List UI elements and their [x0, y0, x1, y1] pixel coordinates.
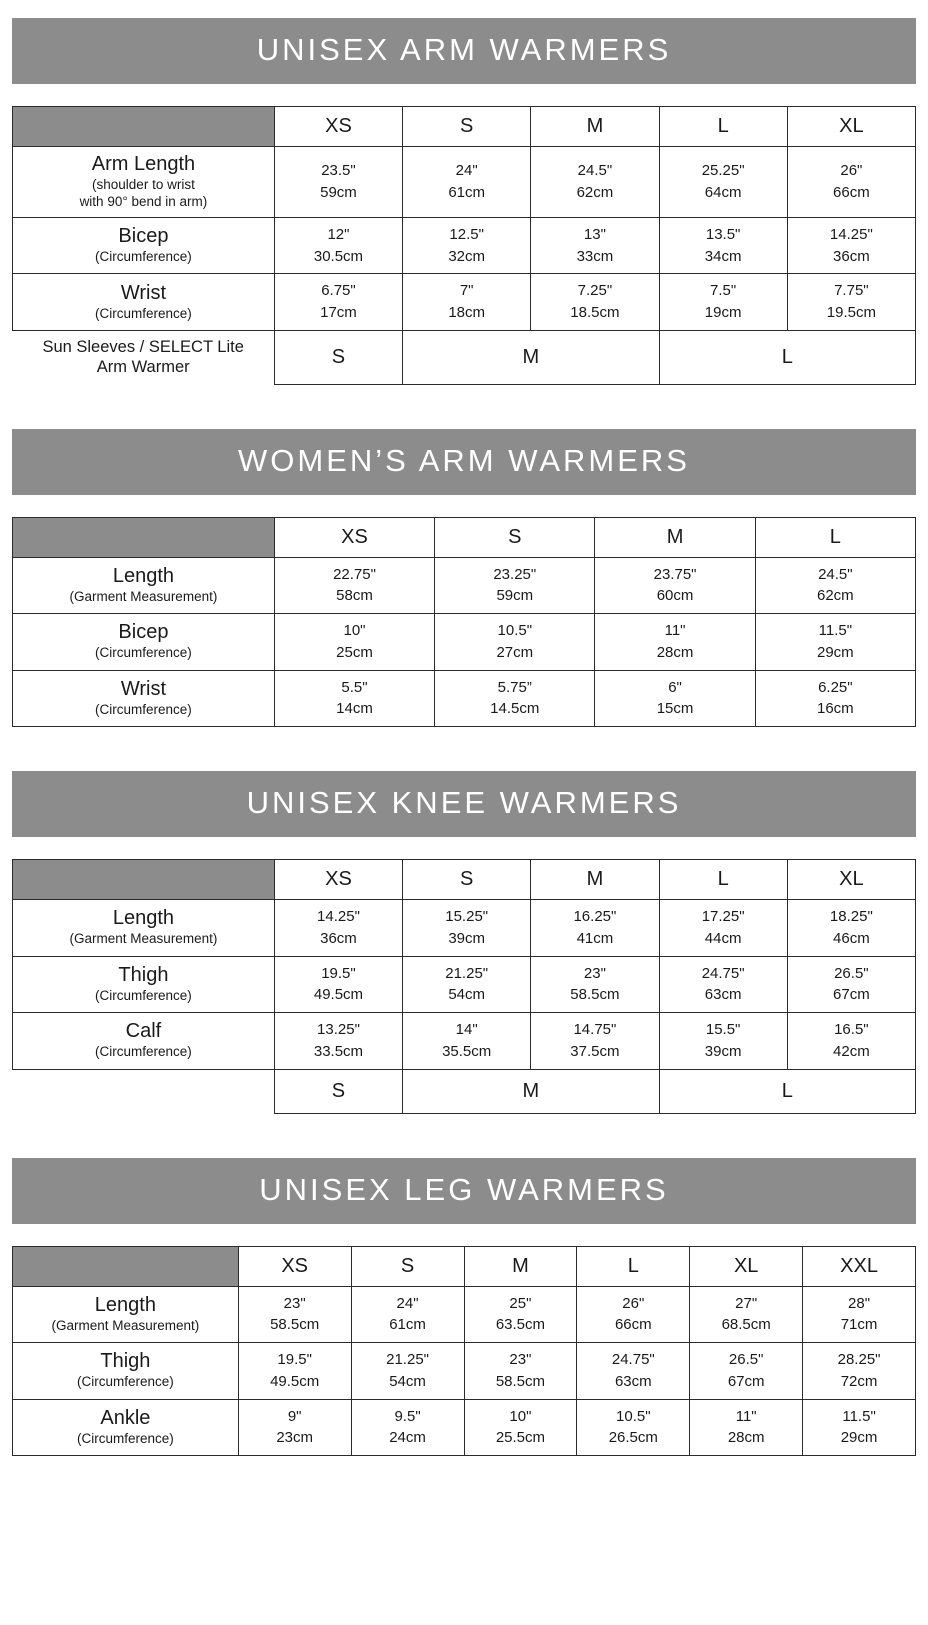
measurement-cell	[435, 614, 595, 671]
measurement-cell	[274, 147, 402, 218]
measurement-inches: 26"	[622, 1294, 645, 1312]
measurement-cm: 67cm	[833, 986, 870, 1004]
measurement-cm: 59cm	[496, 587, 534, 605]
measurement-cm: 58.5cm	[495, 1372, 546, 1390]
measurement-cell	[755, 614, 915, 671]
measurement-cell	[787, 147, 915, 218]
table-header-row	[13, 860, 916, 900]
measurement-cm: 42cm	[833, 1042, 870, 1060]
measurement-cell	[787, 1013, 915, 1070]
measurement-inches: 16.25"	[573, 908, 617, 925]
column-header: XXL	[803, 1246, 916, 1286]
measurement-cell	[274, 614, 434, 671]
table-wrap-unisex-arm-warmers	[12, 106, 916, 385]
column-header: XS	[274, 860, 402, 900]
measurement-cell	[403, 217, 531, 274]
measurement-cm: 63cm	[614, 1372, 652, 1390]
measurement-cm: 19cm	[704, 304, 742, 321]
table-corner-cell	[13, 860, 275, 900]
column-header: XL	[690, 1246, 803, 1286]
row-label-sub: (Circumference)	[76, 1430, 174, 1446]
measurement-inches: 10"	[343, 622, 366, 639]
measurement-cell	[274, 217, 402, 274]
measurement-cm: 66cm	[833, 183, 870, 201]
alt-size-row	[13, 330, 916, 384]
measurement-inches: 11.5"	[818, 622, 853, 639]
table-header-row	[13, 107, 916, 147]
row-label-cell	[13, 900, 275, 957]
measurement-inches: 13.25"	[317, 1021, 360, 1038]
measurement-cell	[577, 1343, 690, 1400]
measurement-inches: 9.5"	[394, 1407, 421, 1425]
measurement-inches: 24.5"	[818, 565, 853, 583]
measurement-cell	[435, 670, 595, 727]
measurement-cell	[403, 147, 531, 218]
row-label-main: Bicep	[118, 225, 169, 248]
measurement-cm: 25cm	[336, 643, 373, 661]
measurement-inches: 7"	[459, 282, 474, 300]
measurement-inches: 10.5"	[616, 1407, 651, 1425]
measurement-cm: 15cm	[656, 700, 694, 718]
measurement-inches: 11"	[664, 622, 686, 639]
section-gap	[0, 727, 928, 771]
measurement-cm: 39cm	[448, 929, 486, 947]
table-row	[13, 614, 916, 671]
measurement-cm: 62cm	[817, 587, 854, 605]
table-row	[13, 900, 916, 957]
section-gap	[0, 1456, 928, 1500]
measurement-inches: 24.75"	[611, 1351, 655, 1368]
row-label-cell	[13, 274, 275, 331]
measurement-cm: 19.5cm	[826, 304, 876, 321]
row-label-main: Thigh	[100, 1350, 151, 1373]
row-label-main: Wrist	[120, 281, 167, 304]
measurement-cm: 18.5cm	[570, 304, 620, 321]
alt-size-row-label: Sun Sleeves / SELECT Lite Arm Warmer	[42, 337, 244, 377]
table-row	[13, 1399, 916, 1456]
alt-size-cell: M	[403, 330, 659, 384]
size-table-unisex-knee-warmers	[12, 859, 916, 1114]
measurement-cell	[351, 1343, 464, 1400]
measurement-cell	[274, 900, 402, 957]
row-label-sub: (Circumference)	[95, 1044, 192, 1060]
measurement-inches: 15.5"	[705, 1021, 741, 1038]
measurement-cell	[464, 1399, 577, 1456]
measurement-cell	[464, 1286, 577, 1343]
table-corner-cell	[13, 1246, 239, 1286]
size-table-unisex-arm-warmers	[12, 106, 916, 385]
measurement-cell	[531, 274, 659, 331]
measurement-inches: 5.5"	[341, 678, 368, 696]
alt-size-cell: S	[274, 330, 402, 384]
measurement-cell	[531, 1013, 659, 1070]
table-corner-cell	[13, 517, 275, 557]
measurement-cm: 33cm	[576, 247, 614, 265]
measurement-inches: 24"	[396, 1294, 419, 1312]
measurement-cell	[464, 1343, 577, 1400]
column-header: XS	[274, 107, 402, 147]
measurement-inches: 13.5"	[705, 225, 741, 243]
alt-size-cell: L	[659, 1069, 915, 1113]
measurement-cm: 59cm	[320, 183, 357, 201]
row-label-sub: (Garment Measurement)	[69, 931, 218, 947]
measurement-inches: 25.25"	[701, 162, 745, 180]
measurement-cell	[238, 1286, 351, 1343]
measurement-inches: 10.5"	[497, 622, 533, 639]
measurement-cm: 28cm	[656, 643, 694, 661]
row-label-cell	[13, 1013, 275, 1070]
measurement-cm: 44cm	[704, 929, 742, 947]
section-unisex-arm-warmers	[0, 18, 928, 429]
measurement-inches: 24"	[455, 162, 478, 180]
column-header: XL	[787, 860, 915, 900]
column-header: M	[531, 107, 659, 147]
column-header: S	[435, 517, 595, 557]
measurement-cm: 36cm	[833, 247, 870, 265]
measurement-cell	[531, 956, 659, 1013]
row-label-sub: (shoulder to wrist with 90° bend in arm)	[79, 177, 208, 209]
alt-size-cell: M	[403, 1069, 659, 1113]
measurement-inches: 14.25"	[829, 225, 873, 243]
sections-container	[0, 18, 928, 1500]
size-table-unisex-leg-warmers	[12, 1246, 916, 1457]
measurement-cm: 29cm	[817, 643, 854, 661]
column-header: M	[464, 1246, 577, 1286]
measurement-cm: 58.5cm	[570, 986, 620, 1004]
measurement-inches: 23.25"	[493, 565, 537, 583]
table-row	[13, 1013, 916, 1070]
measurement-cm: 68.5cm	[721, 1316, 771, 1334]
measurement-inches: 19.5"	[277, 1351, 312, 1368]
measurement-cell	[787, 274, 915, 331]
column-header: S	[403, 860, 531, 900]
measurement-cell	[787, 956, 915, 1013]
alt-size-row	[13, 1069, 916, 1113]
measurement-inches: 6"	[668, 678, 682, 696]
measurement-inches: 10"	[509, 1407, 532, 1425]
column-header: M	[531, 860, 659, 900]
measurement-cm: 54cm	[448, 986, 486, 1004]
measurement-cell	[659, 147, 787, 218]
section-title-unisex-leg-warmers: UNISEX LEG WARMERS	[12, 1158, 916, 1224]
row-label-main: Bicep	[118, 621, 169, 644]
table-header-row	[13, 517, 916, 557]
measurement-cm: 46cm	[833, 929, 870, 947]
measurement-cell	[690, 1286, 803, 1343]
row-label-sub: (Circumference)	[76, 1374, 174, 1390]
measurement-cell	[531, 217, 659, 274]
row-label-sub: (Circumference)	[95, 701, 192, 717]
measurement-inches: 17.25"	[701, 908, 745, 925]
measurement-cm: 29cm	[840, 1429, 878, 1447]
measurement-cm: 33.5cm	[313, 1042, 364, 1060]
measurement-inches: 23"	[583, 964, 606, 982]
row-label-sub: (Garment Measurement)	[51, 1317, 200, 1333]
measurement-inches: 21.25"	[386, 1351, 429, 1368]
row-label-cell	[13, 956, 275, 1013]
measurement-inches: 23"	[283, 1294, 306, 1312]
table-row	[13, 274, 916, 331]
measurement-cell	[755, 557, 915, 614]
measurement-inches: 11"	[735, 1407, 757, 1425]
measurement-cm: 58.5cm	[270, 1316, 320, 1334]
table-wrap-unisex-leg-warmers	[12, 1246, 916, 1457]
table-corner-cell	[13, 107, 275, 147]
row-label-sub: (Circumference)	[95, 249, 192, 265]
measurement-cell	[595, 614, 755, 671]
measurement-cm: 62cm	[576, 183, 614, 201]
measurement-inches: 26.5"	[834, 964, 869, 982]
measurement-cm: 63cm	[704, 986, 742, 1004]
section-title-unisex-arm-warmers: UNISEX ARM WARMERS	[12, 18, 916, 84]
measurement-inches: 9"	[287, 1407, 302, 1425]
section-title-unisex-knee-warmers: UNISEX KNEE WARMERS	[12, 771, 916, 837]
row-label-cell	[13, 1399, 239, 1456]
measurement-cm: 66cm	[614, 1316, 652, 1334]
measurement-cell	[351, 1399, 464, 1456]
measurement-cm: 18cm	[448, 304, 486, 321]
measurement-cell	[238, 1399, 351, 1456]
measurement-cm: 35.5cm	[442, 1042, 492, 1060]
alt-size-cell: S	[274, 1069, 402, 1113]
row-label-cell	[13, 557, 275, 614]
section-unisex-knee-warmers	[0, 771, 928, 1158]
measurement-cm: 34cm	[704, 247, 742, 265]
measurement-cm: 23cm	[276, 1429, 314, 1447]
measurement-cm: 72cm	[840, 1372, 878, 1390]
measurement-inches: 25"	[509, 1294, 532, 1312]
measurement-inches: 12.5"	[449, 225, 484, 243]
measurement-cell	[803, 1399, 916, 1456]
measurement-cm: 41cm	[576, 929, 614, 947]
row-label-main: Length	[112, 564, 175, 587]
measurement-cm: 61cm	[389, 1316, 426, 1334]
measurement-inches: 22.75"	[333, 565, 376, 583]
measurement-inches: 27"	[735, 1294, 758, 1312]
table-row	[13, 147, 916, 218]
measurement-inches: 14.25"	[317, 908, 360, 925]
measurement-cm: 49.5cm	[270, 1372, 320, 1390]
measurement-cm: 71cm	[840, 1316, 878, 1334]
table-wrap-womens-arm-warmers	[12, 517, 916, 728]
measurement-inches: 23.75"	[653, 565, 697, 583]
measurement-cm: 36cm	[320, 929, 357, 947]
row-label-cell	[13, 614, 275, 671]
measurement-cell	[577, 1286, 690, 1343]
row-label-sub: (Circumference)	[95, 645, 192, 661]
measurement-cm: 49.5cm	[313, 986, 364, 1004]
measurement-cell	[659, 274, 787, 331]
measurement-inches: 13"	[583, 225, 606, 243]
measurement-cell	[274, 557, 434, 614]
measurement-cm: 25.5cm	[495, 1429, 546, 1447]
row-label-cell	[13, 1343, 239, 1400]
measurement-cell	[403, 956, 531, 1013]
row-label-main: Wrist	[120, 677, 167, 700]
measurement-cm: 60cm	[656, 587, 694, 605]
size-table-womens-arm-warmers	[12, 517, 916, 728]
table-row	[13, 557, 916, 614]
measurement-cm: 14cm	[336, 700, 373, 718]
measurement-inches: 24.5"	[577, 162, 613, 180]
measurement-cell	[787, 217, 915, 274]
measurement-inches: 28"	[848, 1294, 871, 1312]
measurement-cm: 30.5cm	[313, 247, 364, 265]
measurement-inches: 5.75”	[497, 678, 532, 696]
column-header: L	[577, 1246, 690, 1286]
measurement-cm: 67cm	[727, 1372, 765, 1390]
measurement-cell	[238, 1343, 351, 1400]
row-label-main: Calf	[125, 1020, 162, 1043]
row-label-main: Arm Length	[91, 153, 196, 175]
measurement-inches: 15.25"	[445, 908, 489, 925]
section-unisex-leg-warmers	[0, 1158, 928, 1501]
measurement-inches: 7.75"	[834, 282, 869, 300]
column-header: S	[351, 1246, 464, 1286]
measurement-cm: 32cm	[448, 247, 486, 265]
measurement-cm: 37.5cm	[570, 1042, 620, 1060]
table-row	[13, 670, 916, 727]
row-label-main: Length	[112, 907, 175, 930]
section-title-womens-arm-warmers: WOMEN’S ARM WARMERS	[12, 429, 916, 495]
measurement-cm: 14.5cm	[490, 700, 540, 718]
row-label-cell	[13, 670, 275, 727]
measurement-cm: 61cm	[448, 183, 486, 201]
measurement-cell	[755, 670, 915, 727]
column-header: S	[403, 107, 531, 147]
measurement-inches: 26"	[840, 162, 863, 180]
row-label-sub: (Garment Measurement)	[69, 588, 218, 604]
measurement-cell	[690, 1399, 803, 1456]
top-spacer	[0, 0, 928, 18]
table-row	[13, 1343, 916, 1400]
measurement-inches: 6.75"	[321, 282, 356, 300]
column-header: L	[755, 517, 915, 557]
table-row	[13, 1286, 916, 1343]
table-row	[13, 217, 916, 274]
table-wrap-unisex-knee-warmers	[12, 859, 916, 1114]
measurement-cell	[659, 1013, 787, 1070]
row-label-sub: (Circumference)	[95, 987, 192, 1003]
measurement-cm: 26.5cm	[608, 1429, 658, 1447]
table-row	[13, 956, 916, 1013]
measurement-cell	[803, 1286, 916, 1343]
column-header: L	[659, 107, 787, 147]
section-gap	[0, 1114, 928, 1158]
measurement-cell	[274, 956, 402, 1013]
measurement-cell	[659, 900, 787, 957]
column-header: M	[595, 517, 755, 557]
measurement-inches: 14"	[455, 1021, 478, 1038]
measurement-inches: 24.75"	[701, 964, 745, 982]
measurement-inches: 14.75"	[573, 1021, 617, 1038]
column-header: XS	[274, 517, 434, 557]
column-header: XS	[238, 1246, 351, 1286]
measurement-inches: 12"	[327, 225, 350, 243]
measurement-cell	[787, 900, 915, 957]
measurement-cell	[403, 900, 531, 957]
section-gap	[0, 385, 928, 429]
measurement-cell	[351, 1286, 464, 1343]
row-label-sub: (Circumference)	[95, 305, 192, 321]
measurement-cell	[659, 217, 787, 274]
row-label-cell	[13, 147, 275, 218]
measurement-inches: 18.25"	[829, 908, 873, 925]
measurement-cm: 24cm	[389, 1429, 426, 1447]
measurement-cell	[595, 557, 755, 614]
measurement-cell	[274, 1013, 402, 1070]
column-header: L	[659, 860, 787, 900]
row-label-main: Thigh	[118, 963, 169, 986]
measurement-inches: 23"	[509, 1351, 532, 1368]
table-header-row	[13, 1246, 916, 1286]
measurement-cm: 27cm	[496, 643, 534, 661]
measurement-inches: 11.5"	[842, 1407, 876, 1425]
row-label-main: Length	[94, 1293, 156, 1316]
measurement-cm: 64cm	[704, 183, 742, 201]
measurement-cell	[690, 1343, 803, 1400]
measurement-cell	[403, 1013, 531, 1070]
measurement-inches: 21.25"	[445, 964, 489, 982]
measurement-cell	[577, 1399, 690, 1456]
measurement-inches: 6.25"	[818, 678, 853, 696]
measurement-inches: 28.25"	[837, 1351, 881, 1368]
measurement-cell	[659, 956, 787, 1013]
measurement-inches: 7.5"	[710, 282, 737, 300]
row-label-main: Ankle	[100, 1406, 151, 1429]
measurement-cm: 54cm	[389, 1372, 426, 1390]
row-label-cell	[13, 1286, 239, 1343]
measurement-cm: 16cm	[817, 700, 854, 718]
measurement-cm: 17cm	[320, 304, 357, 321]
alt-size-cell: L	[659, 330, 915, 384]
alt-size-row-label	[13, 1069, 275, 1113]
measurement-inches: 16.5"	[834, 1021, 869, 1038]
section-womens-arm-warmers	[0, 429, 928, 772]
row-label-cell	[13, 217, 275, 274]
measurement-inches: 26.5"	[728, 1351, 764, 1368]
measurement-cell	[531, 147, 659, 218]
column-header: XL	[787, 107, 915, 147]
measurement-cell	[595, 670, 755, 727]
measurement-inches: 7.25"	[577, 282, 613, 300]
measurement-inches: 19.5"	[321, 964, 356, 982]
measurement-cell	[435, 557, 595, 614]
measurement-cell	[274, 670, 434, 727]
measurement-cell	[803, 1343, 916, 1400]
measurement-cm: 58cm	[336, 587, 373, 605]
measurement-cm: 39cm	[704, 1042, 742, 1060]
measurement-cm: 63.5cm	[495, 1316, 546, 1334]
measurement-cell	[403, 274, 531, 331]
measurement-cm: 28cm	[727, 1429, 765, 1447]
measurement-cell	[274, 274, 402, 331]
measurement-inches: 23.5"	[321, 162, 356, 180]
measurement-cell	[531, 900, 659, 957]
